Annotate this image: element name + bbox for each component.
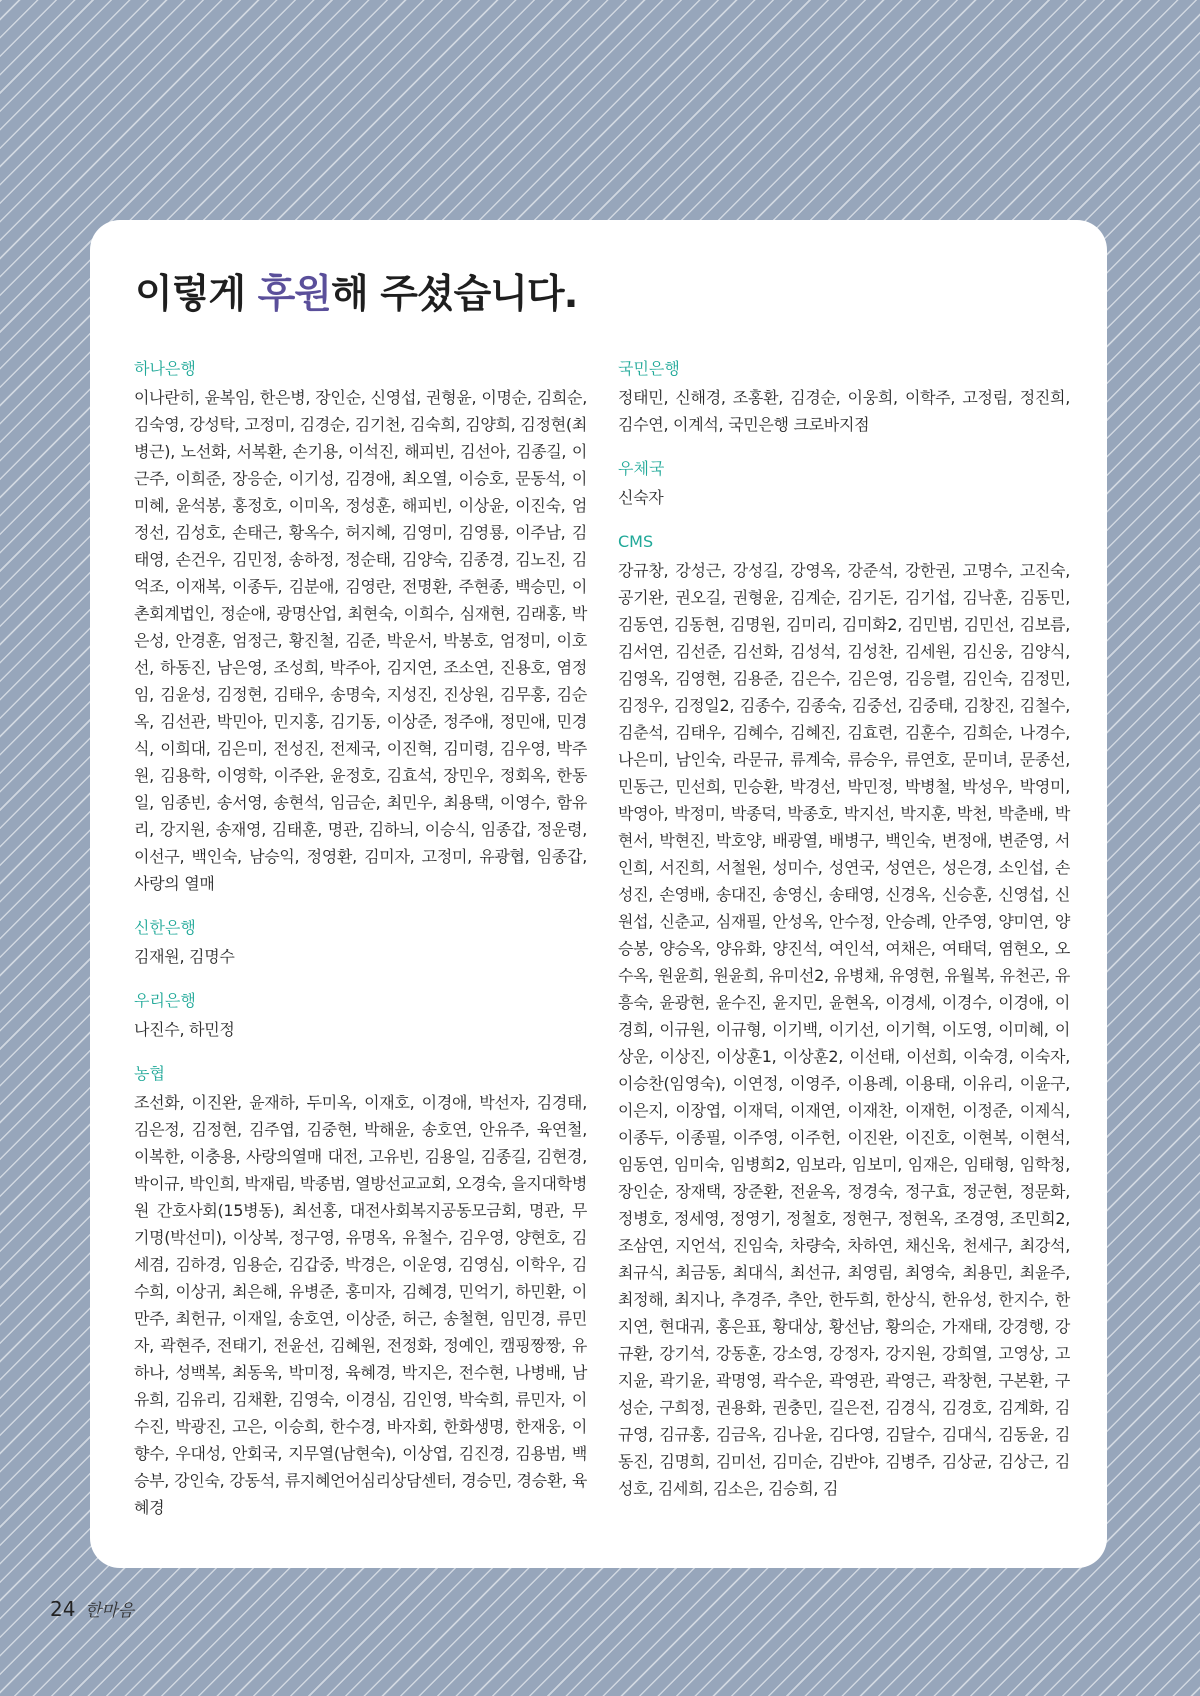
section-heading: 국민은행 [618,359,680,378]
title-before: 이렇게 [135,272,258,317]
donor-list-card [90,220,1107,1568]
donor-names: 나진수, 하민정 [134,1020,235,1039]
section-heading: 우리은행 [134,991,196,1010]
section-heading: 농협 [134,1064,165,1083]
donor-names: 조선화, 이진완, 윤재하, 두미옥, 이재호, 이경애, 박선자, 김경태, 김은정, 김정현, 김주엽, 김중현, 박해윤, 송호연, 안유주, 육연철, 이복한, 이충용, 사랑의열매 대전, 고유빈, 김용일, 김종길, 김현경, 박이규, 박인희, 박재림, 박종범, 열방선교교회, 오경숙, 을지대학병원 간호사회(15병동), 최선홍, 대전사회복지공동모금회, 명관, 무기명(박선미), 이상복, 정구영, 유명옥, 유철수, 김우영, 양현호, 김세겸, 김하경, 임용순, 김갑중, 박경은, 이운영, 김영심, 이학우, 김수희, 이상귀, 최은해, 유병준, 홍미자, 김혜경, 민억기, 하민환, 이만주, 최헌규, 이재일, 송호연, 이상준, 허근, 송철현, 임민경, 류민자, 곽현주, 전태기, 전윤선, 김혜원, 전정화, 정예인, 캠핑짱짱, 유하나, 성백복, 최동욱, 박미정, 육혜경, 박지은, 전수현, 나병배, 남유희, 김유리, 김채환, 김영숙, 이경심, 김인영, 박숙희, 류민자, 이수진, 박광진, 고은, 이승희, 한수경, 바자회, 한화생명, 한재웅, 이향수, 우대성, 안회국, 지무열(남현숙), 이상엽, 김진경, 김용범, 백승부, 강인숙, 강동석, 류지혜언어심리상담센터, 경승민, 경승환, 육혜경 [134,1093,587,1517]
title-after: 해 주셨습니다. [330,272,578,317]
donor-names: 이나란히, 윤복임, 한은병, 장인순, 신영섭, 권형윤, 이명순, 김희순, 김숙영, 강성탁, 고정미, 김경순, 김기천, 김숙희, 김양희, 김정현(최병근), 노선화, 서복환, 손기용, 이석진, 해피빈, 김선아, 김종길, 이근주, 이희준, 장응순, 이기성, 김경애, 최오열, 이승호, 문동석, 이미혜, 윤석봉, 홍정호, 이미옥, 정성훈, 해피빈, 이상윤, 이진숙, 엄정선, 김성호, 손태근, 황옥수, 허지혜, 김영미, 김영룡, 이주남, 김태영, 손건우, 김민정, 송하정, 정순태, 김양숙, 김종경, 김노진, 김억조, 이재복, 이종두, 김분애, 김영란, 전명환, 주현종, 백승민, 이촌회계법인, 정순애, 광명산업, 최현숙, 이희수, 심재현, 김래홍, 박은성, 안경훈, 엄정근, 황진철, 김준, 박운서, 박봉호, 엄정미, 이호선, 하동진, 남은영, 조성희, 박주아, 김지연, 조소연, 진용호, 염정임, 김윤성, 김정현, 김태우, 송명숙, 지성진, 진상원, 김무홍, 김순옥, 김선관, 박민아, 민지홍, 김기동, 이상준, 정주애, 정민애, 민경식, 이희대, 김은미, 전성진, 전제국, 이진혁, 김미령, 김우영, 박주원, 김용학, 이영학, 이주완, 윤정호, 김효석, 장민우, 정회옥, 한동일, 임종빈, 송서영, 송현석, 임금순, 최민우, 최용택, 이영수, 함유리, 강지원, 송재영, 김태훈, 명관, 김하늬, 이승식, 임종갑, 정운령, 이선구, 백인숙, 남승익, 정영환, 김미자, 고정미, 유광협, 임종갑, 사랑의 열매 [134,388,587,893]
section-nonghyup [134,1063,587,1521]
section-heading: 우체국 [618,459,665,478]
section-hana-bank [134,358,587,897]
left-column [134,358,587,1541]
section-heading: 하나은행 [134,359,196,378]
page-title [135,263,577,319]
section-kookmin-bank [618,358,1070,438]
page-footer [50,1596,134,1621]
donor-names: 정태민, 신해경, 조홍환, 김경순, 이웅희, 이학주, 고정림, 정진희, 김수연, 이계석, 국민은행 크로바지점 [618,388,1070,434]
donor-names: 김재원, 김명수 [134,947,235,966]
section-cms [618,531,1070,1502]
section-post-office [618,458,1070,511]
section-woori-bank [134,990,587,1043]
right-column [618,358,1070,1522]
title-highlight: 후원 [257,272,331,317]
donor-names: 신숙자 [618,488,664,507]
section-shinhan-bank [134,917,587,970]
donor-names: 강규창, 강성근, 강성길, 강영옥, 강준석, 강한권, 고명수, 고진숙, 공기완, 권오길, 권형윤, 김계순, 김기돈, 김기섭, 김낙훈, 김동민, 김동연, 김동현, 김명원, 김미리, 김미화2, 김민범, 김민선, 김보름, 김서연, 김선준, 김선화, 김성석, 김성찬, 김세원, 김신웅, 김양식, 김영옥, 김영현, 김용준, 김은수, 김은영, 김응렬, 김인숙, 김정민, 김정우, 김정일2, 김종수, 김종숙, 김중선, 김중태, 김창진, 김철수, 김춘석, 김태우, 김혜수, 김혜진, 김효련, 김훈수, 김희순, 나경수, 나은미, 남인숙, 라문규, 류계숙, 류승우, 류연호, 문미녀, 문종선, 민동근, 민선희, 민승환, 박경선, 박민정, 박병철, 박성우, 박영미, 박영아, 박정미, 박종덕, 박종호, 박지선, 박지훈, 박천, 박춘배, 박현서, 박현진, 박호양, 배광열, 배병구, 백인숙, 변정애, 변준영, 서인희, 서진희, 서철원, 성미수, 성연국, 성연은, 성은경, 소인섭, 손성진, 손영배, 송대진, 송영신, 송태영, 신경옥, 신승훈, 신영섭, 신원섭, 신춘교, 심재필, 안성옥, 안수정, 안승례, 안주영, 양미연, 양승봉, 양승옥, 양유화, 양진석, 여인석, 여채은, 여태덕, 염현오, 오수옥, 원윤희, 원윤희, 유미선2, 유병채, 유영현, 유월복, 유천곤, 유흥숙, 윤광현, 윤수진, 윤지민, 윤현옥, 이경세, 이경수, 이경애, 이경희, 이규원, 이규형, 이기백, 이기선, 이기혁, 이도영, 이미혜, 이상운, 이상진, 이상훈1, 이상훈2, 이선태, 이선희, 이숙경, 이숙자, 이승찬(임영숙), 이연정, 이영주, 이용례, 이용태, 이유리, 이윤구, 이은지, 이장엽, 이재덕, 이재연, 이재찬, 이재헌, 이정준, 이제식, 이종두, 이종필, 이주영, 이주헌, 이진완, 이진호, 이현복, 이현석, 임동연, 임미숙, 임병희2, 임보라, 임보미, 임재은, 임태형, 임학청, 장인순, 장재택, 장준환, 전윤옥, 정경숙, 정구효, 정군현, 정문화, 정병호, 정세영, 정영기, 정철호, 정현구, 정현옥, 조경영, 조민희2, 조삼연, 지언석, 진임숙, 차량숙, 차하연, 채신욱, 천세구, 최강석, 최규식, 최금동, 최대식, 최선규, 최영림, 최영숙, 최용민, 최윤주, 최정해, 최지나, 추경주, 추안, 한두희, 한상식, 한유성, 한지수, 한지연, 현대궈, 홍은표, 황대상, 황선남, 황의순, 가재태, 강경행, 강규환, 강기석, 강동훈, 강소영, 강정자, 강지원, 강희열, 고영상, 고지윤, 곽기윤, 곽명영, 곽수운, 곽영관, 곽영근, 곽창현, 구본환, 구성순, 구희정, 권용화, 권충민, 길은전, 김경식, 김경호, 김계화, 김규영, 김규홍, 김금옥, 김나윤, 김다영, 김달수, 김대식, 김동윤, 김동진, 김명희, 김미선, 김미순, 김반야, 김병주, 김상균, 김상근, 김성호, 김세희, 김소은, 김승희, 김 [618,561,1070,1498]
section-heading: 신한은행 [134,918,196,937]
page-number: 24 [50,1597,76,1621]
section-heading: CMS [618,532,654,551]
magazine-logo: 한마음 [84,1601,135,1621]
